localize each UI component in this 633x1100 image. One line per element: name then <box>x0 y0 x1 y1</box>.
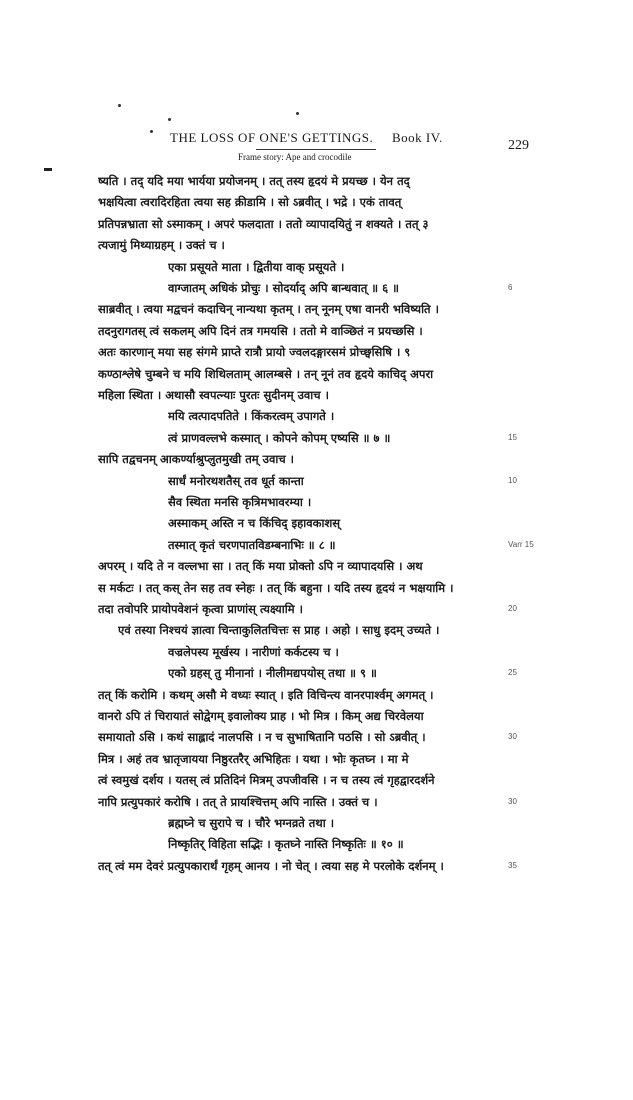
verse-line: सार्धं मनोरथशतैस् तव धूर्त कान्ता <box>168 473 304 488</box>
margin-line-number: 25 <box>508 668 517 678</box>
prose-line: कण्ठाश्लेषे चुम्बने च मयि शिथिलताम् आलम्बसे । तन् नूनं तव हृदये काचिद् अपरा <box>98 366 434 381</box>
prose-line: नापि प्रत्युपकारं करोषि । तत् ते प्रायश्चित्तम् अपि नास्ति । उक्तं च । <box>98 794 378 809</box>
verse-line: अस्माकम् अस्ति न च किंचिद् इहावकाशस् <box>168 516 341 531</box>
prose-line: प्रतिपन्नभ्राता सो ऽस्माकम् । अपरं फलदाता । ततो व्यापादयितुं न शक्यते । तत् ३ <box>98 216 429 231</box>
prose-line: ष्यति । तद् यदि मया भार्यया प्रयोजनम् । तत् तस्य हृदयं मे प्रयच्छ । येन तद् <box>98 174 410 188</box>
prose-line: स मर्कटः । तत् कस् तेन सह तव स्नेहः । तत् किं बहुना । यदि तस्य हृदयं न भक्षयामि । <box>98 580 454 595</box>
verse-line: सैव स्थिता मनसि कृत्रिमभावरम्या । <box>168 495 312 509</box>
margin-line-number: 20 <box>508 604 517 613</box>
print-speck <box>296 112 299 115</box>
prose-line: एवं तस्या निश्चयं ज्ञात्वा चिन्ताकुलितचित्तः स प्राह । अहो । साधु इदम् उच्यते । <box>118 623 440 638</box>
verse-line: एका प्रसूयते माता । द्वितीया वाक् प्रसूयते । <box>168 259 345 274</box>
prose-line: तदा तवोपरि प्रायोपवेशनं कृत्वा प्राणांस् त्यक्ष्यामि । <box>98 602 303 616</box>
prose-line: त्वं स्वमुखं दर्शय । यतस् त्वं प्रतिदिनं मित्रम् उपजीवसि । न च तस्य त्वं गृहद्वारदर्शने <box>98 773 435 788</box>
margin-line-number: Varr 15 <box>508 539 534 549</box>
prose-line: वानरो ऽपि तं चिरायातं सोद्वेगम् इवालोक्य प्राह । भो मित्र । किम् अद्य चिरवेलया <box>98 709 424 723</box>
prose-line: अतः कारणान् मया सह संगमे प्राप्ते रात्रौ प्रायो ज्वलदङ्गारसमं प्रोच्छ्वसिषि । ९ <box>98 345 411 360</box>
prose-line: सापि तद्वचनम् आकर्ण्याश्रुप्लुतमुखी तम् उवाच । <box>98 452 294 467</box>
margin-line-number: 30 <box>508 796 517 806</box>
prose-line: अपरम् । यदि ते न वल्लभा सा । तत् किं मया प्रोक्तो ऽपि न व्यापादयसि । अथ <box>98 559 423 574</box>
prose-line: तत् त्वं मम देवरं प्रत्युपकारार्थं गृहम् आनय । नो चेत् । त्वया सह मे परलोके दर्शनम् । <box>98 858 444 873</box>
margin-line-number: 15 <box>508 432 517 442</box>
header-title: THE LOSS OF ONE'S GETTINGS. <box>170 130 374 145</box>
verse-line: ब्रह्मघ्ने च सुरापे च । चौरे भग्नव्रते तथा । <box>168 816 335 830</box>
print-speck <box>168 118 171 121</box>
print-speck <box>118 104 121 107</box>
header-rule <box>256 149 376 150</box>
print-speck <box>150 130 153 133</box>
margin-line-number: 6 <box>508 283 513 292</box>
margin-line-number: 10 <box>508 475 517 485</box>
prose-line: महिला स्थिता । अथासौ स्वपत्न्याः पुरतः सुदीनम् उवाच । <box>98 388 329 402</box>
margin-line-number: 35 <box>508 860 517 870</box>
prose-line: तदनुरागतस् त्वं सकलम् अपि दिनं तत्र गमयसि । ततो मे वाञ्छितं न प्रयच्छसि । <box>98 323 423 338</box>
verse-line: तस्मात् कृतं चरणपातविडम्बनाभिः ॥ ८ ॥ <box>168 537 336 552</box>
margin-dash <box>44 168 52 171</box>
verse-line: वज्रलेपस्य मूर्खस्य । नारीणां कर्कटस्य च । <box>168 644 339 659</box>
prose-line: त्यजामुं मिथ्याग्रहम् । उक्तं च । <box>98 238 225 253</box>
verse-line: त्वं प्राणवल्लभे कस्मात् । कोपने कोपम् एष्यसि ॥ ७ ॥ <box>168 430 391 445</box>
verse-line: वाग्जातम् अधिकं प्रोचुः । सोदर्याद् अपि बान्धवात् ॥ ६ ॥ <box>168 281 400 295</box>
verse-line: निष्कृतिर् विहिता सद्भिः । कृतघ्ने नास्ति निष्कृतिः ॥ १० ॥ <box>168 837 404 852</box>
page-number: 229 <box>508 138 529 153</box>
prose-line: भक्षयित्वा त्वरादिरहिता त्वया सह क्रीडामि । सो ऽब्रवीत् । भद्रे । एकं तावत् <box>98 195 402 210</box>
verse-line: एको ग्रहस् तु मीनानां । नीलीमद्यपयोस् तथा ॥ ९ ॥ <box>168 666 377 681</box>
prose-line: साब्रवीत् । त्वया मद्वचनं कदाचिन् नान्यथा कृतम् । तन् नूनम् एषा वानरी भविष्यति । <box>98 302 439 317</box>
header-book: Book IV. <box>392 130 443 145</box>
prose-line: समायातो ऽसि । कथं साह्लादं नालपसि । न च सुभाषितानि पठसि । सो ऽब्रवीत् । <box>98 730 426 745</box>
subheading: Frame story: Ape and crocodile <box>238 152 352 162</box>
verse-line: मयि त्वत्पादपतिते । किंकरत्वम् उपागते । <box>168 409 335 424</box>
prose-line: तत् किं करोमि । कथम् असौ मे वध्यः स्यात् । इति विचिन्त्य वानरपार्श्वम् अगमत् । <box>98 687 434 702</box>
prose-line: मित्र । अहं तव भ्रातृजायया निष्ठुरतरैर् अभिहितः । यथा । भोः कृतघ्न । मा मे <box>98 751 409 766</box>
margin-line-number: 30 <box>508 732 517 742</box>
